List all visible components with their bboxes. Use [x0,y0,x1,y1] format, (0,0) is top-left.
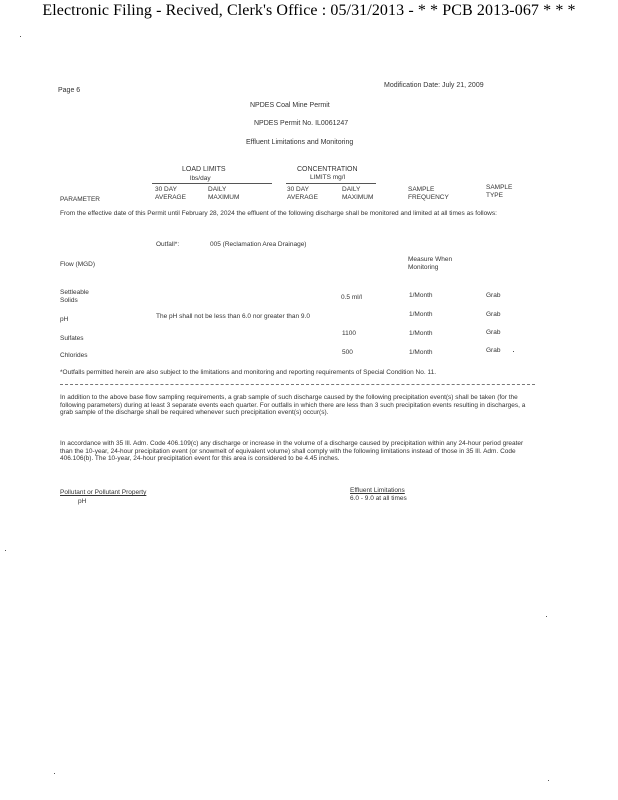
col-daily-maximum-load: DAILY MAXIMUM [208,186,240,201]
section-title: Effluent Limitations and Monitoring [246,139,354,146]
row-chlorides-limit: 500 [342,349,353,356]
col-30day-average-conc: 30 DAY AVERAGE [287,186,318,201]
scan-speck [513,351,514,352]
intro-paragraph: From the effective date of this Permit until February 28, 2024 the effluent of the following discharge shall be monitored and limited at all times as follows: [60,210,497,217]
scan-speck [546,616,547,617]
row-ph-type: Grab [486,311,501,318]
col-parameter: PARAMETER [60,196,100,203]
row-chlorides-frequency: 1/Month [409,349,433,356]
precipitation-limits-paragraph: In accordance with 35 Ill. Adm. Code 406.109(c) any discharge or increase in the volume of a discharge caused by precipitation within any 24-hour period greater than the 10-year, 24-hour precipitation event (or snowmelt of equivalent volume) shall comply with the following limitations instead of those in 35 Ill. Adm. Code 406.106(b). The 10-year, 24-hour precipitation event for this area is considered to be 4.45 inches. [60,440,524,463]
precipitation-sampling-paragraph: In addition to the above base flow sampling requirements, a grab sample of such discharge caused by the following precipitation event(s) shall be taken (for the following parameters) during at least 3 separate events each quarter. For outfalls in which there are less than 3 such precipitation events resulting in discharges, a grab sample of the discharge shall be required whenever such precipitation event(s) occur(s). [60,394,526,417]
concentration-rule [286,183,376,184]
modification-date: Modification Date: July 21, 2009 [384,82,484,89]
row-chlorides-type: Grab [486,347,501,354]
row-sulfates-type: Grab [486,329,501,336]
permit-title: NPDES Coal Mine Permit [250,102,330,109]
pollutant-value: pH [78,498,87,505]
row-settleable-type: Grab [486,292,501,299]
outfall-footnote: *Outfalls permitted herein are also subject to the limitations and monitoring and reporting requirements of Special Condition No. 11. [60,369,437,376]
col-daily-maximum-conc: DAILY MAXIMUM [342,186,374,201]
row-ph-parameter: pH [60,316,69,323]
scan-speck [548,780,549,781]
load-limits-rule [152,183,272,184]
row-ph-limit: The pH shall not be less than 6.0 nor greater than 9.0 [156,313,310,320]
row-flow-parameter: Flow (MGD) [60,261,96,268]
col-sample-type: SAMPLE TYPE [486,184,513,199]
outfall-label: Outfall*: [156,241,180,248]
scan-speck [5,550,6,551]
filing-banner: Electronic Filing - Recived, Clerk's Office : 05/31/2013 - * * PCB 2013-067 * * * [42,2,576,19]
row-sulfates-frequency: 1/Month [409,330,433,337]
row-ph-frequency: 1/Month [409,311,433,318]
concentration-unit: LIMITS mg/l [310,174,346,181]
row-chlorides-parameter: Chlorides [60,352,88,359]
row-sulfates-limit: 1100 [342,330,356,337]
row-sulfates-parameter: Sulfates [60,335,84,342]
permit-number: NPDES Permit No. IL0061247 [254,120,349,127]
concentration-header: CONCENTRATION [297,166,358,173]
effluent-limitations-value: 6.0 - 9.0 at all times [350,495,407,502]
row-flow-frequency: Measure When Monitoring [408,256,453,271]
outfall-value: 005 (Reclamation Area Drainage) [210,241,307,248]
scan-speck [54,773,55,774]
pollutant-header: Pollutant or Pollutant Property [60,489,147,496]
scan-speck [20,36,21,37]
section-divider [60,384,535,385]
row-settleable-limit: 0.5 ml/l [341,294,362,301]
col-sample-frequency: SAMPLE FREQUENCY [408,186,449,201]
col-30day-average-load: 30 DAY AVERAGE [155,186,186,201]
row-settleable-parameter: Settleable Solids [60,289,89,304]
page-number: Page 6 [58,87,81,94]
load-limits-unit: lbs/day [190,175,211,182]
load-limits-header: LOAD LIMITS [182,166,226,173]
effluent-limitations-header: Effluent Limitations [350,487,405,494]
row-settleable-frequency: 1/Month [409,292,433,299]
